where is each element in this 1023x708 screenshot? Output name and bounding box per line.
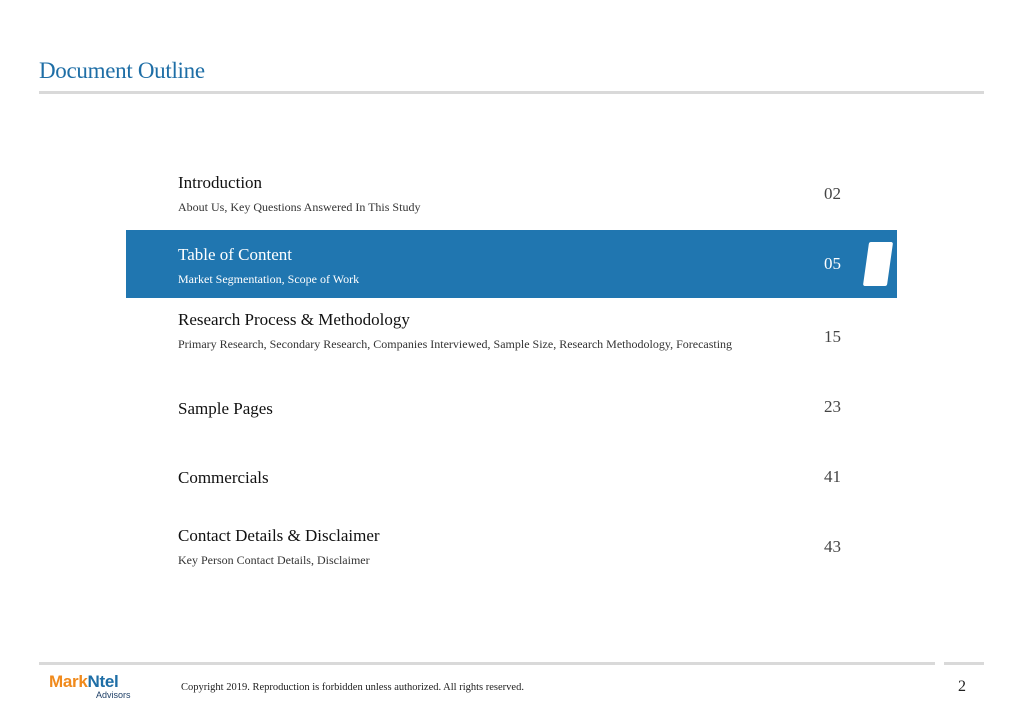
- toc-entry-title: Research Process & Methodology: [178, 310, 410, 329]
- toc-entry-page: 23: [824, 397, 841, 416]
- toc-entry-title: Contact Details & Disclaimer: [178, 526, 380, 545]
- toc-entry-research-process[interactable]: [126, 305, 897, 371]
- toc-entry-subtitle: About Us, Key Questions Answered In This Study: [178, 200, 421, 214]
- toc-entry-title: Introduction: [178, 173, 263, 192]
- toc-entry-commercials[interactable]: [126, 458, 897, 494]
- logo-wordmark: [49, 672, 118, 691]
- footer-divider-short: [944, 662, 984, 665]
- toc-entry-subtitle: Market Segmentation, Scope of Work: [178, 272, 360, 286]
- toc-entry-title: Table of Content: [178, 245, 293, 264]
- toc-entry-page: 02: [824, 184, 841, 203]
- toc-entry-subtitle: Key Person Contact Details, Disclaimer: [178, 553, 370, 567]
- toc-entry-table-of-content[interactable]: [126, 230, 897, 298]
- toc-entry-subtitle: Primary Research, Secondary Research, Companies Interviewed, Sample Size, Research Methodology, Forecasting: [178, 337, 733, 351]
- toc-entry-title: Sample Pages: [178, 399, 273, 418]
- toc-entry-sample-pages[interactable]: [126, 390, 897, 426]
- toc-entry-introduction[interactable]: [126, 168, 897, 218]
- toc-entry-contact-details[interactable]: [126, 521, 897, 571]
- footer-divider: [39, 662, 935, 665]
- toc-entry-page: 15: [824, 327, 841, 346]
- markntel-logo: [49, 672, 149, 702]
- logo-wordmark-part2: Ntel: [87, 672, 119, 691]
- page-title: Document Outline: [39, 58, 205, 83]
- toc-entry-title: Commercials: [178, 468, 269, 487]
- logo-subtitle: Advisors: [96, 690, 131, 700]
- copyright-notice: Copyright 2019. Reproduction is forbidden unless authorized. All rights reserved.: [181, 682, 524, 693]
- toc-entry-page: 43: [824, 537, 841, 556]
- page-number: 2: [958, 678, 966, 695]
- logo-wordmark-part1: Mark: [49, 672, 88, 691]
- toc-entry-page: 41: [824, 467, 841, 486]
- toc-entry-page: 05: [824, 254, 841, 273]
- current-section-marker: [863, 242, 893, 286]
